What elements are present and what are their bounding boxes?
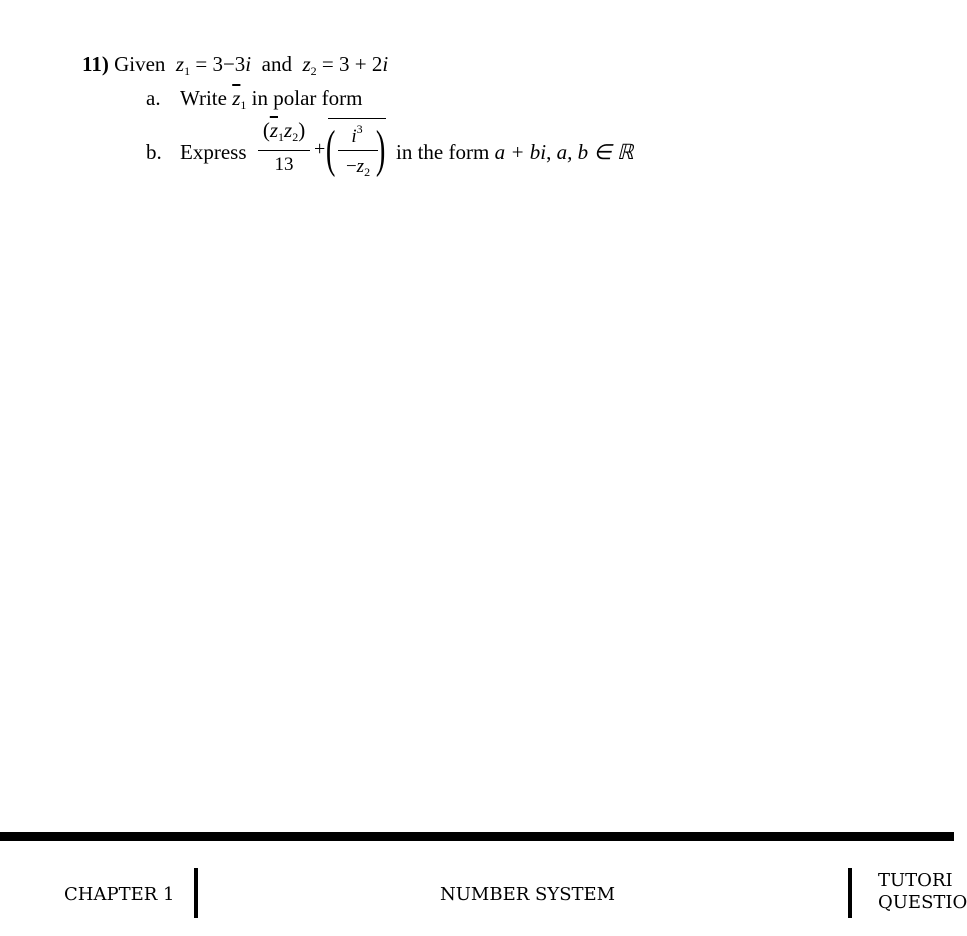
fraction2-minus: −: [345, 156, 357, 177]
footer: [0, 860, 967, 930]
fraction1-bar: [258, 150, 310, 151]
footer-title: NUMBER SYSTEM: [440, 884, 616, 905]
question-stem: [82, 52, 388, 79]
part-a-text-before: Write: [180, 86, 227, 110]
z1-imag-unit: i: [245, 52, 252, 76]
part-b-text-after: in the form: [396, 140, 490, 164]
footer-separator-right: [848, 868, 852, 918]
part-a-text-after: in polar form: [251, 86, 363, 110]
fraction1-close-paren: ): [298, 118, 306, 142]
big-right-paren: ): [375, 121, 386, 178]
z2-symbol: z: [302, 52, 311, 76]
fraction1-numerator: [258, 118, 310, 145]
fraction2-denominator: [336, 156, 380, 180]
z2-value: = 3 + 2: [321, 52, 383, 76]
fraction2-z2: z: [356, 156, 365, 177]
footer-right-line1: TUTORI: [878, 870, 953, 891]
z2-subscript: 2: [310, 64, 317, 78]
z2-imag-unit: i: [382, 52, 389, 76]
footer-right-label: [878, 870, 967, 914]
fraction2-numerator: [336, 122, 378, 148]
and-word: and: [261, 52, 292, 76]
part-b-text-before: Express: [180, 140, 247, 164]
big-left-paren: (: [325, 121, 336, 178]
fraction1-z2-subscript: 2: [292, 130, 299, 144]
conjugate-overline: [328, 118, 386, 119]
part-a-variable-subscript: 1: [240, 98, 247, 112]
part-b-label: [146, 140, 247, 165]
fraction1-z1: $\overline{z}$: [269, 118, 278, 142]
part-a: [146, 86, 362, 113]
given-word: Given: [114, 52, 166, 76]
fraction1-denominator: 13: [274, 154, 294, 175]
z1-subscript: 1: [184, 64, 191, 78]
footer-separator-left: [194, 868, 198, 918]
fraction2-i: i: [351, 126, 357, 147]
footer-right-line2: QUESTIO: [878, 892, 967, 913]
part-b-form-expression: a + bi: [494, 140, 547, 164]
part-b-comma: ,: [546, 140, 552, 164]
z1-value: = 3−3: [195, 52, 246, 76]
plus-sign: +: [314, 138, 326, 160]
fraction1-z2: z: [284, 118, 293, 142]
fraction1-z1-subscript: 1: [278, 130, 284, 144]
fraction2-z2-subscript: 2: [364, 165, 371, 179]
part-b-expression: [258, 118, 388, 188]
fraction1-open-paren: (: [262, 118, 270, 142]
footer-rule: [0, 832, 954, 841]
part-b-set-expression: a, b ∈ ℝ: [556, 140, 634, 164]
fraction2-bar: [338, 150, 378, 151]
part-a-marker: a.: [146, 86, 161, 110]
part-b-marker: b.: [146, 140, 162, 164]
footer-chapter: CHAPTER 1: [64, 884, 175, 905]
part-b-tail: [396, 140, 634, 165]
part-a-variable: $\overline{z}$: [232, 86, 241, 110]
fraction2-exponent: 3: [356, 122, 363, 136]
z1-symbol: z: [175, 52, 185, 76]
question-number: 11): [82, 52, 109, 76]
